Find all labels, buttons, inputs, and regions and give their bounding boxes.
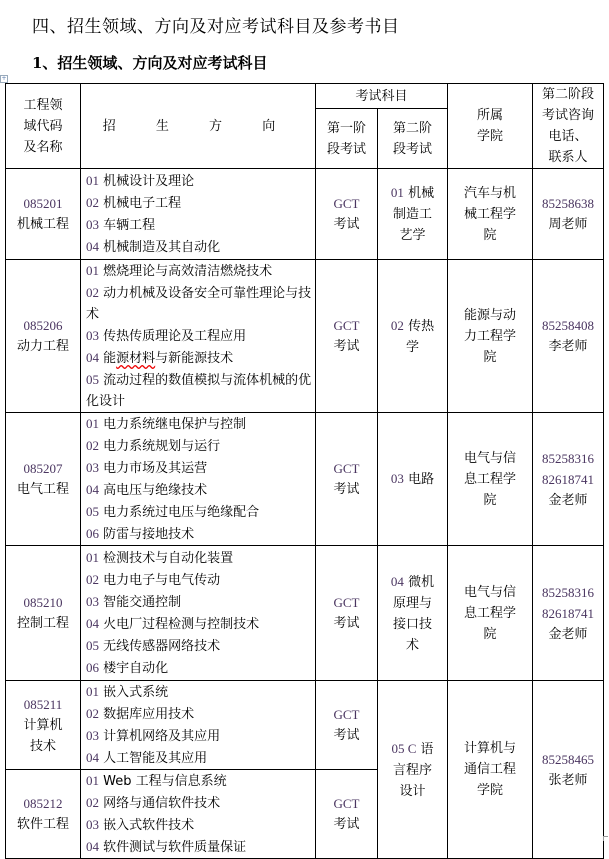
college-cell: 电气与信 息工程学 院: [448, 546, 533, 681]
subsection-heading: 1、招生领域、方向及对应考试科目: [32, 54, 268, 72]
stage2-cell: 02 传热 学: [378, 260, 448, 413]
table-move-handle-icon[interactable]: +: [1, 75, 7, 82]
direction-item: 05 无线传感器网络技术: [86, 638, 221, 654]
stage2-cell: 04 微机 原理与 接口技 术: [378, 546, 448, 681]
direction-item: 01 检测技术与自动化装置: [86, 550, 234, 566]
direction-item: 02 电力电子与电气传动: [86, 572, 221, 588]
header-exam-subjects: 考试科目: [316, 84, 448, 109]
direction-item: 03 计算机网络及其应用: [86, 728, 221, 744]
direction-item: 01 Web 工程与信息系统: [86, 773, 227, 789]
contact-cell-shared: 85258465 张老师: [533, 681, 604, 859]
field-cell: 085211 计算机 技术: [6, 681, 81, 770]
direction-item: 03 智能交通控制: [86, 594, 182, 610]
directions-cell: [81, 546, 316, 681]
field-cell: 085212 软件工程: [6, 770, 81, 859]
direction-item: 04 机械制造及其自动化: [86, 239, 221, 255]
direction-item: 05 电力系统过电压与绝缘配合: [86, 504, 260, 520]
contact-cell: 85258638 周老师: [533, 169, 604, 260]
college-cell: 电气与信 息工程学 院: [448, 413, 533, 546]
table-row: [6, 681, 604, 770]
direction-item: 02 数据库应用技术: [86, 706, 195, 722]
direction-item: 04 人工智能及其应用: [86, 750, 208, 766]
field-cell: 085210 控制工程: [6, 546, 81, 681]
direction-item: 03 传热传质理论及工程应用: [86, 328, 247, 344]
stage2-cell: 03 电路: [378, 413, 448, 546]
direction-item: 03 车辆工程: [86, 217, 156, 233]
direction-item: 02 动力机械及设备安全可靠性理论与技术: [86, 285, 312, 322]
direction-item: 03 电力市场及其运营: [86, 460, 208, 476]
college-cell: 能源与动 力工程学 院: [448, 260, 533, 413]
direction-item: 05 流动过程的数值模拟与流体机械的优化设计: [86, 372, 312, 409]
table-row: [6, 169, 604, 260]
direction-item: 04 火电厂过程检测与控制技术: [86, 616, 260, 632]
contact-cell: 85258316 82618741 金老师: [533, 546, 604, 681]
direction-item: 02 电力系统规划与运行: [86, 438, 221, 454]
directions-cell: [81, 169, 316, 260]
stage2-cell-shared: 05 C 语 言程序 设计: [378, 681, 448, 859]
stage1-cell: GCT 考试: [316, 770, 378, 859]
contact-cell: 85258316 82618741 金老师: [533, 413, 604, 546]
header-college: 所属 学院: [448, 84, 533, 169]
admissions-table: [5, 83, 604, 859]
stage1-cell: GCT 考试: [316, 681, 378, 770]
field-cell: 085201 机械工程: [6, 169, 81, 260]
stage2-cell: 01 机械 制造工 艺学: [378, 169, 448, 260]
directions-cell: [81, 681, 316, 770]
directions-cell: [81, 413, 316, 546]
direction-item: 01 电力系统继电保护与控制: [86, 416, 247, 432]
college-cell-shared: 计算机与 通信工程 学院: [448, 681, 533, 859]
direction-item: 03 嵌入式软件技术: [86, 817, 195, 833]
directions-cell: [81, 260, 316, 413]
direction-item: 04 能源材料与新能源技术: [86, 350, 234, 366]
direction-item: 02 机械电子工程: [86, 195, 182, 211]
header-directions: 招 生 方 向: [81, 84, 316, 169]
stage1-cell: GCT 考试: [316, 546, 378, 681]
spellcheck-mark: 源材料: [116, 351, 156, 366]
direction-item: 01 嵌入式系统: [86, 684, 169, 700]
field-cell: 085207 电气工程: [6, 413, 81, 546]
directions-cell: [81, 770, 316, 859]
table-row: [6, 260, 604, 413]
direction-item: 01 燃烧理论与高效清洁燃烧技术: [86, 263, 273, 279]
direction-item: 06 防雷与接地技术: [86, 526, 195, 542]
contact-cell: 85258408 李老师: [533, 260, 604, 413]
field-cell: 085206 动力工程: [6, 260, 81, 413]
direction-item: 06 楼宇自动化: [86, 660, 169, 676]
table-row: [6, 413, 604, 546]
direction-item: 01 机械设计及理论: [86, 173, 195, 189]
direction-item: 04 高电压与绝缘技术: [86, 482, 208, 498]
stage1-cell: GCT 考试: [316, 413, 378, 546]
table-header-row: [6, 84, 604, 109]
college-cell: 汽车与机 械工程学 院: [448, 169, 533, 260]
section-heading: 四、招生领域、方向及对应考试科目及参考书目: [32, 17, 400, 37]
table-row: [6, 546, 604, 681]
header-stage1: 第一阶 段考试: [316, 109, 378, 169]
stage1-cell: GCT 考试: [316, 260, 378, 413]
table-end-marker: [603, 836, 608, 841]
direction-item: 02 网络与通信软件技术: [86, 795, 221, 811]
header-field-code: 工程领 域代码 及名称: [6, 84, 81, 169]
stage1-cell: GCT 考试: [316, 169, 378, 260]
header-stage2: 第二阶 段考试: [378, 109, 448, 169]
header-contact: 第二阶段 考试咨询 电话、 联系人: [533, 84, 604, 169]
direction-item: 04 软件测试与软件质量保证: [86, 839, 247, 855]
